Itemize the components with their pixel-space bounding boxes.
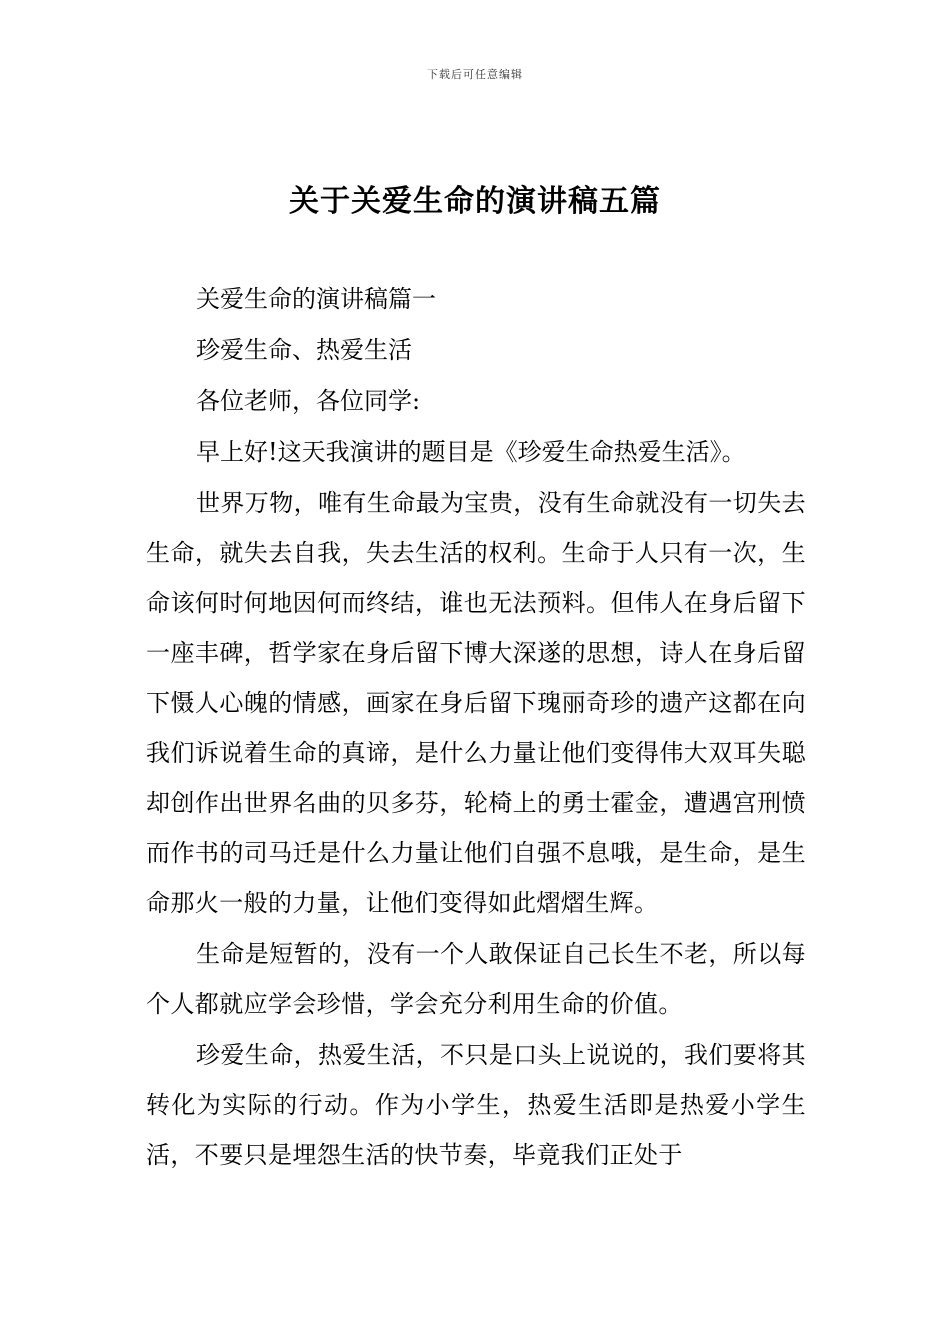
paragraph: 世界万物，唯有生命最为宝贵，没有生命就没有一切失去生命，就失去自我，失去生活的权利。生命于人只有一次，生命该何时何地因何而终结，谁也无法预料。但伟人在身后留下一座丰碑，哲学家在身后留下博大深遂的思想，诗人在身后留下慑人心魄的情感，画家在身后留下瑰丽奇珍的遗产这都在向我们诉说着生命的真谛，是什么力量让他们变得伟大双耳失聪却创作出世界名曲的贝多芬，轮椅上的勇士霍金，遭遇宫刑愤而作书的司马迁是什么力量让他们自强不息哦，是生命，是生命那火一般的力量，让他们变得如此熠熠生辉。 xyxy=(146,489,806,917)
paragraph: 生命是短暂的，没有一个人敢保证自己长生不老，所以每个人都就应学会珍惜，学会充分利用生命的价值。 xyxy=(146,940,806,1018)
header-note: 下载后可任意编辑 xyxy=(427,68,523,81)
document-body xyxy=(146,274,806,1181)
section-title: 关爱生命的演讲稿篇一 xyxy=(196,285,436,313)
paragraph: 珍爱生命，热爱生活，不只是口头上说说的，我们要将其转化为实际的行动。作为小学生，热爱生活即是热爱小学生活，不要只是埋怨生活的快节奏，毕竟我们正处于 xyxy=(146,1041,806,1169)
document-title: 关于关爱生命的演讲稿五篇 xyxy=(289,184,661,219)
salutation: 各位老师，各位同学: xyxy=(196,387,421,415)
greeting: 早上好!这天我演讲的题目是《珍爱生命热爱生活》。 xyxy=(196,438,746,466)
speech-title: 珍爱生命、热爱生活 xyxy=(196,336,412,364)
